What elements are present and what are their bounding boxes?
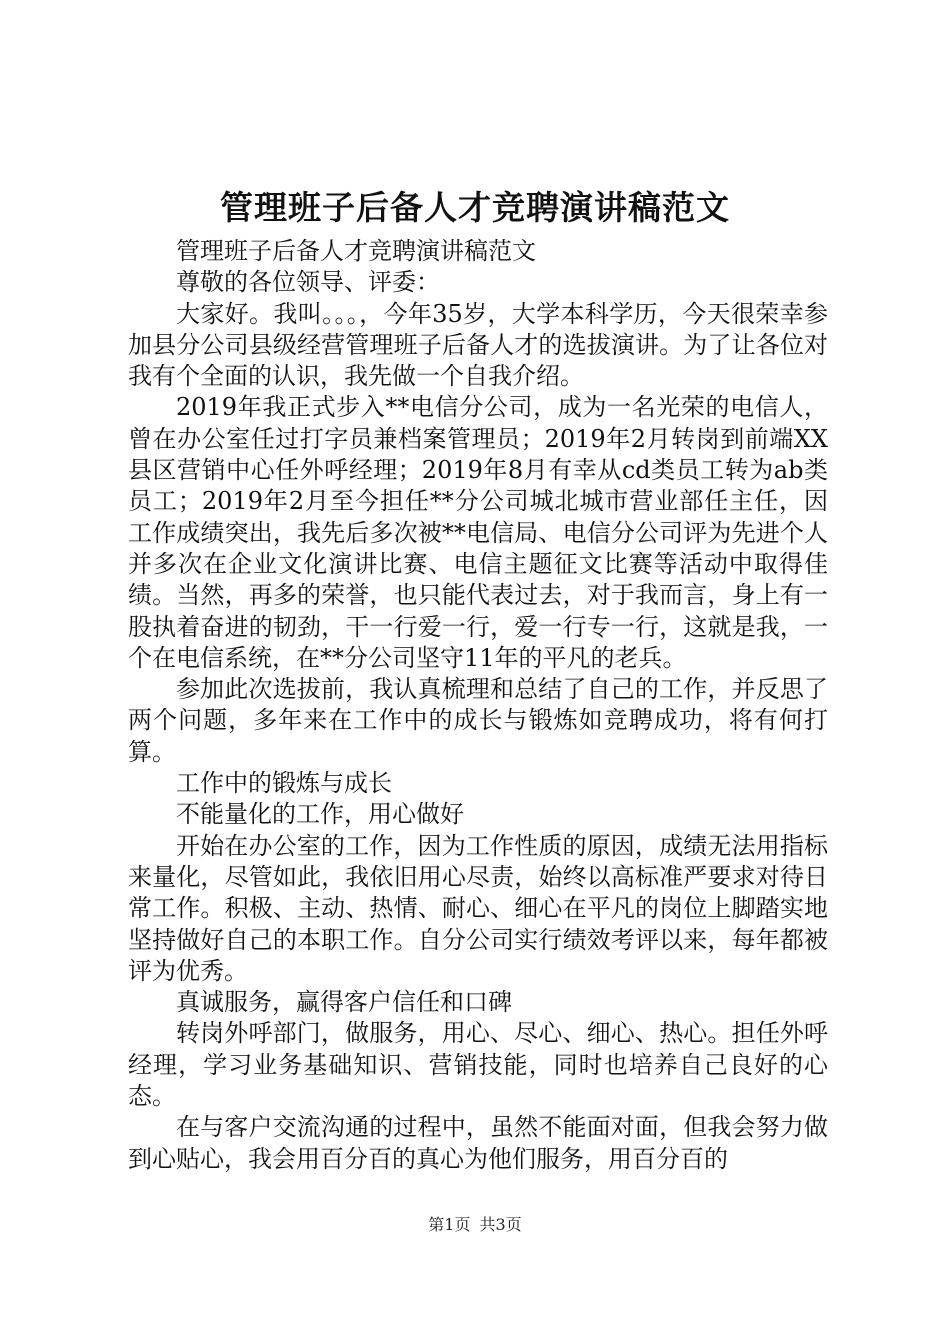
paragraph-office-work: 开始在办公室的工作，因为工作性质的原因，成绩无法用指标来量化，尽管如此，我依旧用心尽责，始终以高标准严要求对待日常工作。积极、主动、热情、耐心、细心在平凡的岗位上脚踏实地坚持做好自己的本职工作。自分公司实行绩效考评以来，每年都被评为优秀。 [128,831,828,985]
section-heading-growth: 工作中的锻炼与成长 [176,769,392,798]
page-total: 共3页 [479,1215,522,1234]
paragraph-customer-communication: 在与客户交流沟通的过程中，虽然不能面对面，但我会努力做到心贴心，我会用百分百的真心为他们服务，用百分百的 [128,1113,828,1173]
paragraph-reflection: 参加此次选拔前，我认真梳理和总结了自己的工作，并反思了两个问题，多年来在工作中的成长与锻炼如竞聘成功，将有何打算。 [128,675,828,766]
subsection-heading-service: 真诚服务，赢得客户信任和口碑 [176,988,512,1017]
document-body [128,236,828,1175]
paragraph-call-center: 转岗外呼部门，做服务，用心、尽心、细心、热心。担任外呼经理，学习业务基础知识、营销技能，同时也培养自己良好的心态。 [128,1019,828,1111]
page-number: 第1页 [428,1215,471,1234]
paragraph-introduction: 大家好。我叫。。。，今年35岁，大学本科学历，今天很荣幸参加县分公司县级经营管理班子后备人才的选拔演讲。为了让各位对我有个全面的认识，我先做一个自我介绍。 [128,299,828,391]
subsection-heading-unquantifiable: 不能量化的工作，用心做好 [176,800,464,829]
paragraph-salutation: 尊敬的各位领导、评委： [176,268,440,297]
page-footer [0,1215,950,1235]
paragraph-career-history: 2019年我正式步入**电信分公司，成为一名光荣的电信人，曾在办公室任过打字员兼档案管理员；2019年2月转岗到前端XX县区营销中心任外呼经理；2019年8月有幸从cd类员工转为ab类员工；2019年2月至今担任**分公司城北城市营业部任主任，因工作成绩突出，我先后多次被**电信局、电信分公司评为先进个人并多次在企业文化演讲比赛、电信主题征文比赛等活动中取得佳绩。当然，再多的荣誉，也只能代表过去，对于我而言，身上有一股执着奋进的韧劲，干一行爱一行，爱一行专一行，这就是我，一个在电信系统，在**分公司坚守11年的平凡的老兵。 [128,393,828,672]
document-title: 管理班子后备人才竞聘演讲稿范文 [220,188,730,227]
paragraph-subtitle: 管理班子后备人才竞聘演讲稿范文 [176,237,536,265]
